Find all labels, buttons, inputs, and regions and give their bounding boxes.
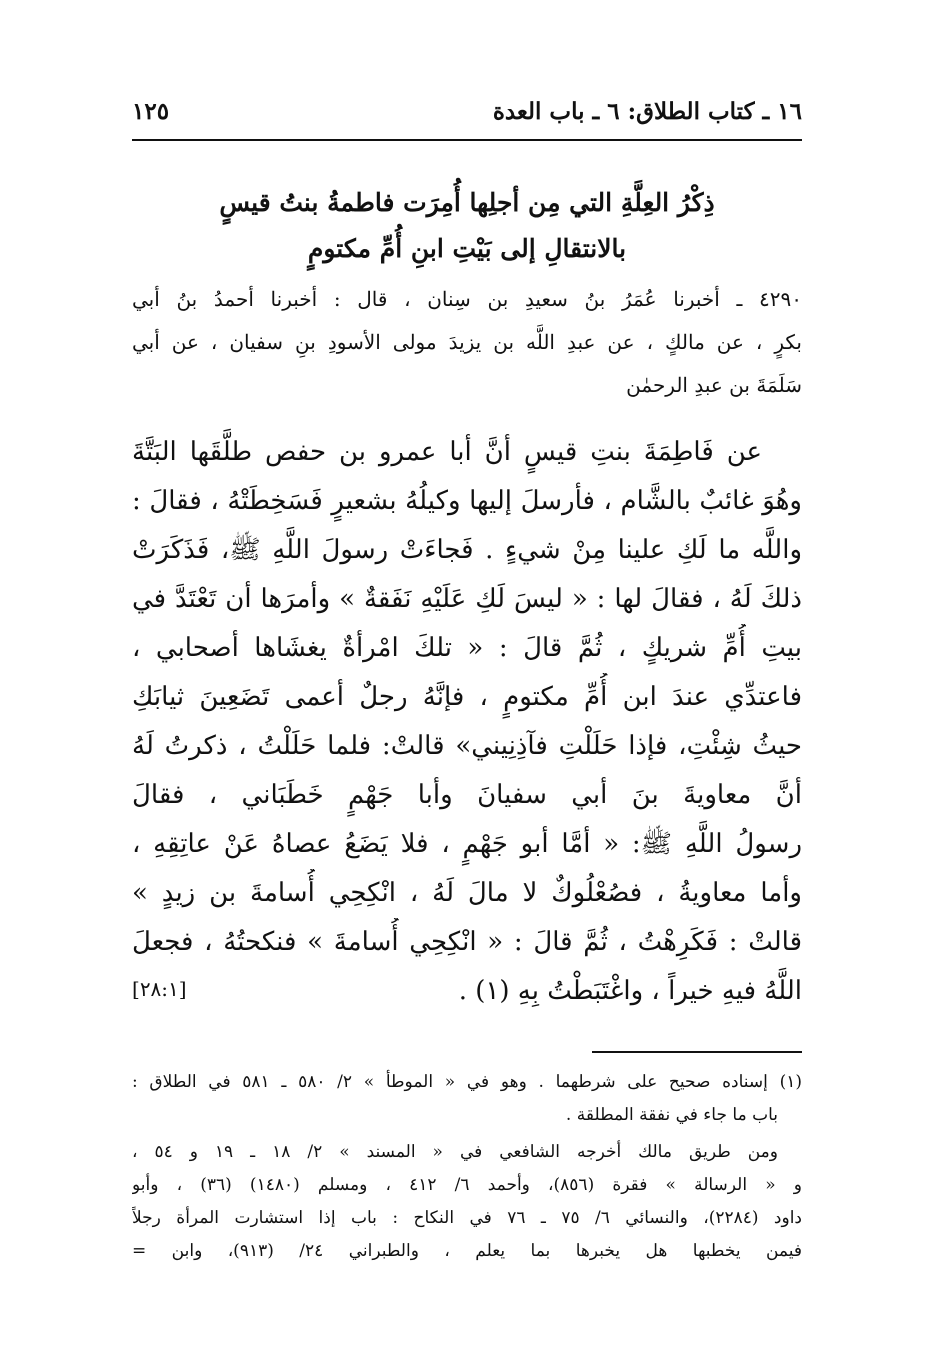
chapter-heading — [132, 180, 802, 272]
matn-line: قالتْ : فَكَرِهْتُ ، ثُمَّ قالَ : « انْكِحِي أُسامةَ » فنكحتُهُ ، فجعلَ — [132, 927, 802, 957]
matn-line: أنَّ معاويةَ بنَ أبي سفيانَ وأبا جَهْمٍ خَطَبَاني ، فقالَ — [132, 780, 802, 810]
footnote-line: (١) إسناده صحيح على شرطهما . وهو في « الموطأ » ٢/ ٥٨٠ ـ ٥٨١ في الطلاق : — [132, 1072, 802, 1092]
hadith-text — [132, 428, 802, 1016]
matn-line: حيثُ شِئْتِ، فإذا حَلَلْتِ فآذِنِيني» قالتْ: فلما حَلَلْتُ ، ذكرتُ لَهُ — [132, 731, 802, 761]
running-title: ١٦ ـ كتاب الطلاق: ٦ ـ باب العدة — [492, 98, 802, 125]
matn-line: اللَّهُ فيهِ خيراً ، واغْتَبَطْتُ بِهِ (١) . — [458, 976, 802, 1006]
footnote-line: داود (٢٢٨٤)، والنسائي ٦/ ٧٥ ـ ٧٦ في النكاح : باب إذا استشارت المرأة رجلاً — [132, 1208, 802, 1228]
matn-line: واللَّه ما لَكِ علينا مِنْ شيءٍ . فَجاءَتْ رسولَ اللَّهِ ﷺ، فَذَكَرَتْ — [132, 535, 802, 565]
chapter-heading-line-2: بالانتقالِ إلى بَيْتِ ابنِ أُمِّ مكتومٍ — [307, 234, 627, 263]
running-head — [132, 96, 802, 136]
footnote-line: فيمن يخطبها هل يخبرها بما يعلم ، والطبراني ٢٤/ (٩١٣)، وابن = — [132, 1241, 802, 1261]
isnad-line: بكرٍ ، عن مالكٍ ، عن عبدِ اللَّه بن يزيدَ مولى الأسودِ بنِ سفيان ، عن أبي — [132, 330, 802, 354]
isnad-line: ٤٢٩٠ ـ أخبرنا عُمَرُ بنُ سعيدِ بن سِنان ، قال : أخبرنا أحمدُ بنُ أبي — [132, 287, 802, 311]
footnote-line: باب ما جاء في نفقة المطلقة . — [565, 1105, 778, 1125]
matn-line: عن فَاطِمَةَ بنتِ قيسٍ أنَّ أبا عمرو بن حفص طلَّقَها البَتَّةَ — [132, 437, 762, 467]
footnote-line: ومن طريق مالك أخرجه الشافعي في « المسند » ٢/ ١٨ ـ ١٩ و ٥٤ ، — [132, 1142, 778, 1162]
matn-line: ذلكَ لَهُ ، فقالَ لها : « ليسَ لَكِ عَلَيْهِ نَفَقةٌ » وأمرَها أن تَعْتَدَّ في — [132, 584, 802, 614]
matn-line: وأما معاويةُ ، فصُعْلُوكٌ لا مالَ لَهُ ، انْكِحِي أُسامةَ بن زيدٍ » — [132, 878, 802, 908]
reference-tag: [٢٨:١] — [132, 977, 187, 1001]
chapter-heading-line-1: ذِكْرُ العِلَّةِ التي مِن أجلِها أُمِرَت فاطمةُ بنتُ قيسٍ — [219, 188, 715, 217]
footnote-line: و « الرسالة » فقرة (٨٥٦)، وأحمد ٦/ ٤١٢ ، ومسلم (١٤٨٠) (٣٦) ، وأبو — [132, 1175, 802, 1195]
footnote-rule — [592, 1051, 802, 1053]
header-rule — [132, 139, 802, 141]
footnotes — [132, 1066, 802, 1268]
matn-line: رسولُ اللَّهِ ﷺ: « أمَّا أبو جَهْمٍ ، فلا يَضَعُ عصاهُ عَنْ عاتِقِهِ ، — [132, 829, 802, 859]
hadith-isnad — [132, 278, 802, 407]
matn-line: فاعتدِّي عندَ ابن أُمِّ مكتومٍ ، فإنَّهُ رجلٌ أعمى تَضَعِينَ ثيابَكِ — [132, 682, 802, 712]
page-number: ١٢٥ — [132, 98, 170, 125]
matn-line: بيتِ أُمِّ شريكٍ ، ثُمَّ قالَ : « تلكَ امْرأةٌ يغشَاها أصحابي ، — [132, 633, 802, 663]
isnad-line: سَلَمَةَ بن عبدِ الرحمٰن — [626, 373, 802, 397]
matn-line: وهُوَ غائبٌ بالشَّام ، فأرسلَ إليها وكيلُهُ بشعيرٍ فَسَخِطَتْهُ ، فقالَ : — [132, 486, 802, 516]
